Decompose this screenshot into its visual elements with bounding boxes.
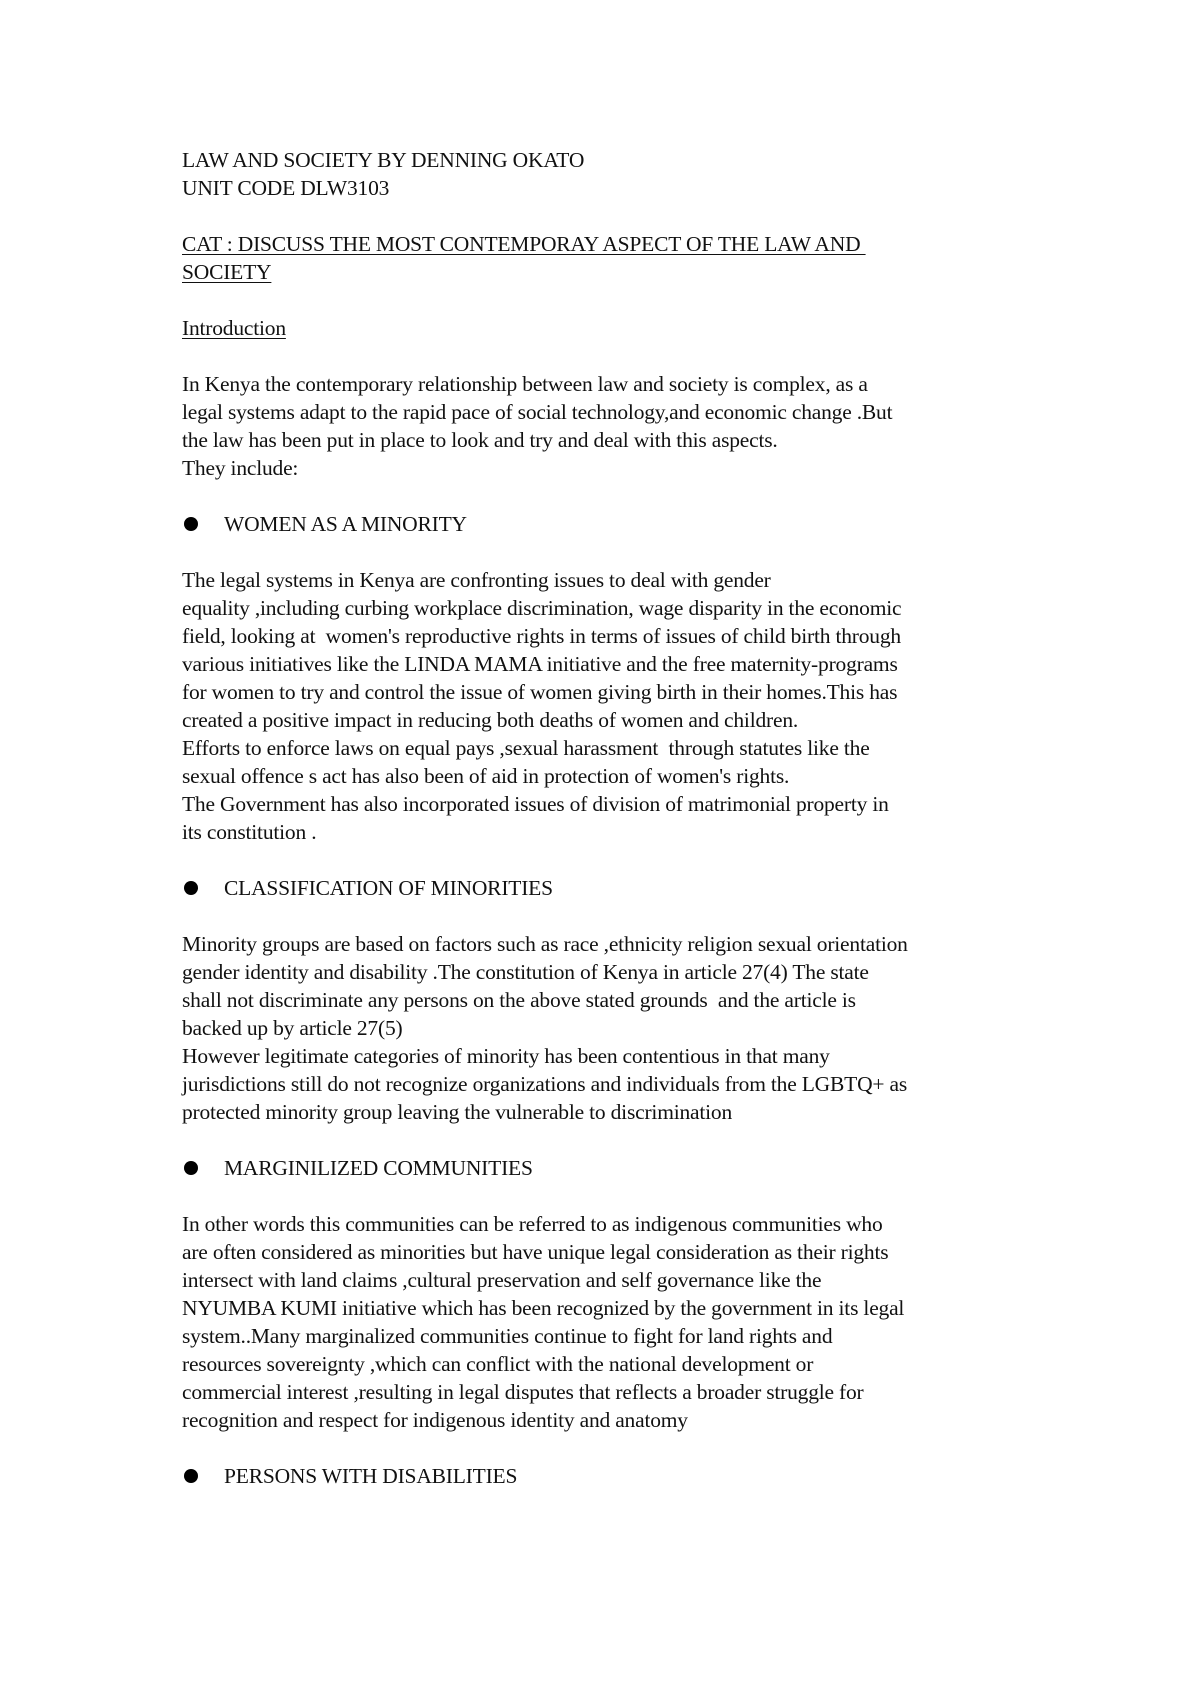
- bullet-dot-icon: [184, 1469, 198, 1483]
- introduction-heading: Introduction: [182, 316, 286, 340]
- paragraph-line: The legal systems in Kenya are confronting issues to deal with gender: [182, 568, 771, 592]
- introduction-paragraph: [182, 370, 1042, 482]
- women-minority-paragraph: [182, 566, 1042, 846]
- spacer: [182, 902, 1042, 930]
- paragraph-line: NYUMBA KUMI initiative which has been recognized by the government in its legal: [182, 1296, 905, 1320]
- paragraph-line: backed up by article 27(5): [182, 1016, 403, 1040]
- paragraph-line: system..Many marginalized communities continue to fight for land rights and: [182, 1324, 833, 1348]
- section-heading-women-minority: [182, 510, 1042, 538]
- question-line-2: SOCIETY: [182, 260, 272, 284]
- paragraph-line: gender identity and disability .The constitution of Kenya in article 27(4) The state: [182, 960, 869, 984]
- document-body: [182, 146, 1042, 1490]
- paragraph-line: jurisdictions still do not recognize organizations and individuals from the LGBTQ+ as: [182, 1072, 908, 1096]
- paragraph-line: They include:: [182, 456, 299, 480]
- spacer: [182, 846, 1042, 874]
- section-heading-text: CLASSIFICATION OF MINORITIES: [224, 876, 553, 900]
- section-heading-text: PERSONS WITH DISABILITIES: [224, 1464, 518, 1488]
- paragraph-line: Efforts to enforce laws on equal pays ,sexual harassment through statutes like the: [182, 736, 870, 760]
- paragraph-line: sexual offence s act has also been of aid in protection of women's rights.: [182, 764, 790, 788]
- paragraph-line: equality ,including curbing workplace discrimination, wage disparity in the economic: [182, 596, 902, 620]
- spacer: [182, 202, 1042, 230]
- section-heading-persons-disabilities: [182, 1462, 1042, 1490]
- paragraph-line: field, looking at women's reproductive rights in terms of issues of child birth through: [182, 624, 901, 648]
- paragraph-line: intersect with land claims ,cultural preservation and self governance like the: [182, 1268, 822, 1292]
- paragraph-line: are often considered as minorities but have unique legal consideration as their rights: [182, 1240, 889, 1264]
- section-heading-classification-minorities: [182, 874, 1042, 902]
- paragraph-line: created a positive impact in reducing both deaths of women and children.: [182, 708, 799, 732]
- spacer: [182, 1434, 1042, 1462]
- bullet-dot-icon: [184, 881, 198, 895]
- marginalized-paragraph: [182, 1210, 1042, 1434]
- paragraph-line: The Government has also incorporated issues of division of matrimonial property in: [182, 792, 889, 816]
- paragraph-line: the law has been put in place to look and try and deal with this aspects.: [182, 428, 778, 452]
- paragraph-line: protected minority group leaving the vulnerable to discrimination: [182, 1100, 733, 1124]
- spacer: [182, 538, 1042, 566]
- paragraph-line: In other words this communities can be referred to as indigenous communities who: [182, 1212, 883, 1236]
- paragraph-line: for women to try and control the issue of women giving birth in their homes.This has: [182, 680, 898, 704]
- classification-paragraph: [182, 930, 1042, 1126]
- paragraph-line: shall not discriminate any persons on the above stated grounds and the article is: [182, 988, 856, 1012]
- bullet-dot-icon: [184, 1161, 198, 1175]
- document-title: LAW AND SOCIETY BY DENNING OKATO: [182, 148, 585, 172]
- spacer: [182, 1126, 1042, 1154]
- paragraph-line: legal systems adapt to the rapid pace of social technology,and economic change .But: [182, 400, 893, 424]
- paragraph-line: its constitution .: [182, 820, 317, 844]
- paragraph-line: However legitimate categories of minority has been contentious in that many: [182, 1044, 830, 1068]
- spacer: [182, 286, 1042, 314]
- paragraph-line: resources sovereignty ,which can conflict with the national development or: [182, 1352, 814, 1376]
- paragraph-line: various initiatives like the LINDA MAMA initiative and the free maternity-programs: [182, 652, 898, 676]
- unit-code: UNIT CODE DLW3103: [182, 176, 390, 200]
- paragraph-line: commercial interest ,resulting in legal disputes that reflects a broader struggle for: [182, 1380, 864, 1404]
- question-line-1: CAT : DISCUSS THE MOST CONTEMPORAY ASPECT OF THE LAW AND: [182, 232, 866, 256]
- paragraph-line: recognition and respect for indigenous identity and anatomy: [182, 1408, 688, 1432]
- paragraph-line: In Kenya the contemporary relationship between law and society is complex, as a: [182, 372, 868, 396]
- section-heading-text: WOMEN AS A MINORITY: [224, 512, 467, 536]
- section-heading-text: MARGINILIZED COMMUNITIES: [224, 1156, 533, 1180]
- paragraph-line: Minority groups are based on factors such as race ,ethnicity religion sexual orientation: [182, 932, 908, 956]
- section-heading-marginalized-communities: [182, 1154, 1042, 1182]
- spacer: [182, 482, 1042, 510]
- spacer: [182, 1182, 1042, 1210]
- spacer: [182, 342, 1042, 370]
- bullet-dot-icon: [184, 517, 198, 531]
